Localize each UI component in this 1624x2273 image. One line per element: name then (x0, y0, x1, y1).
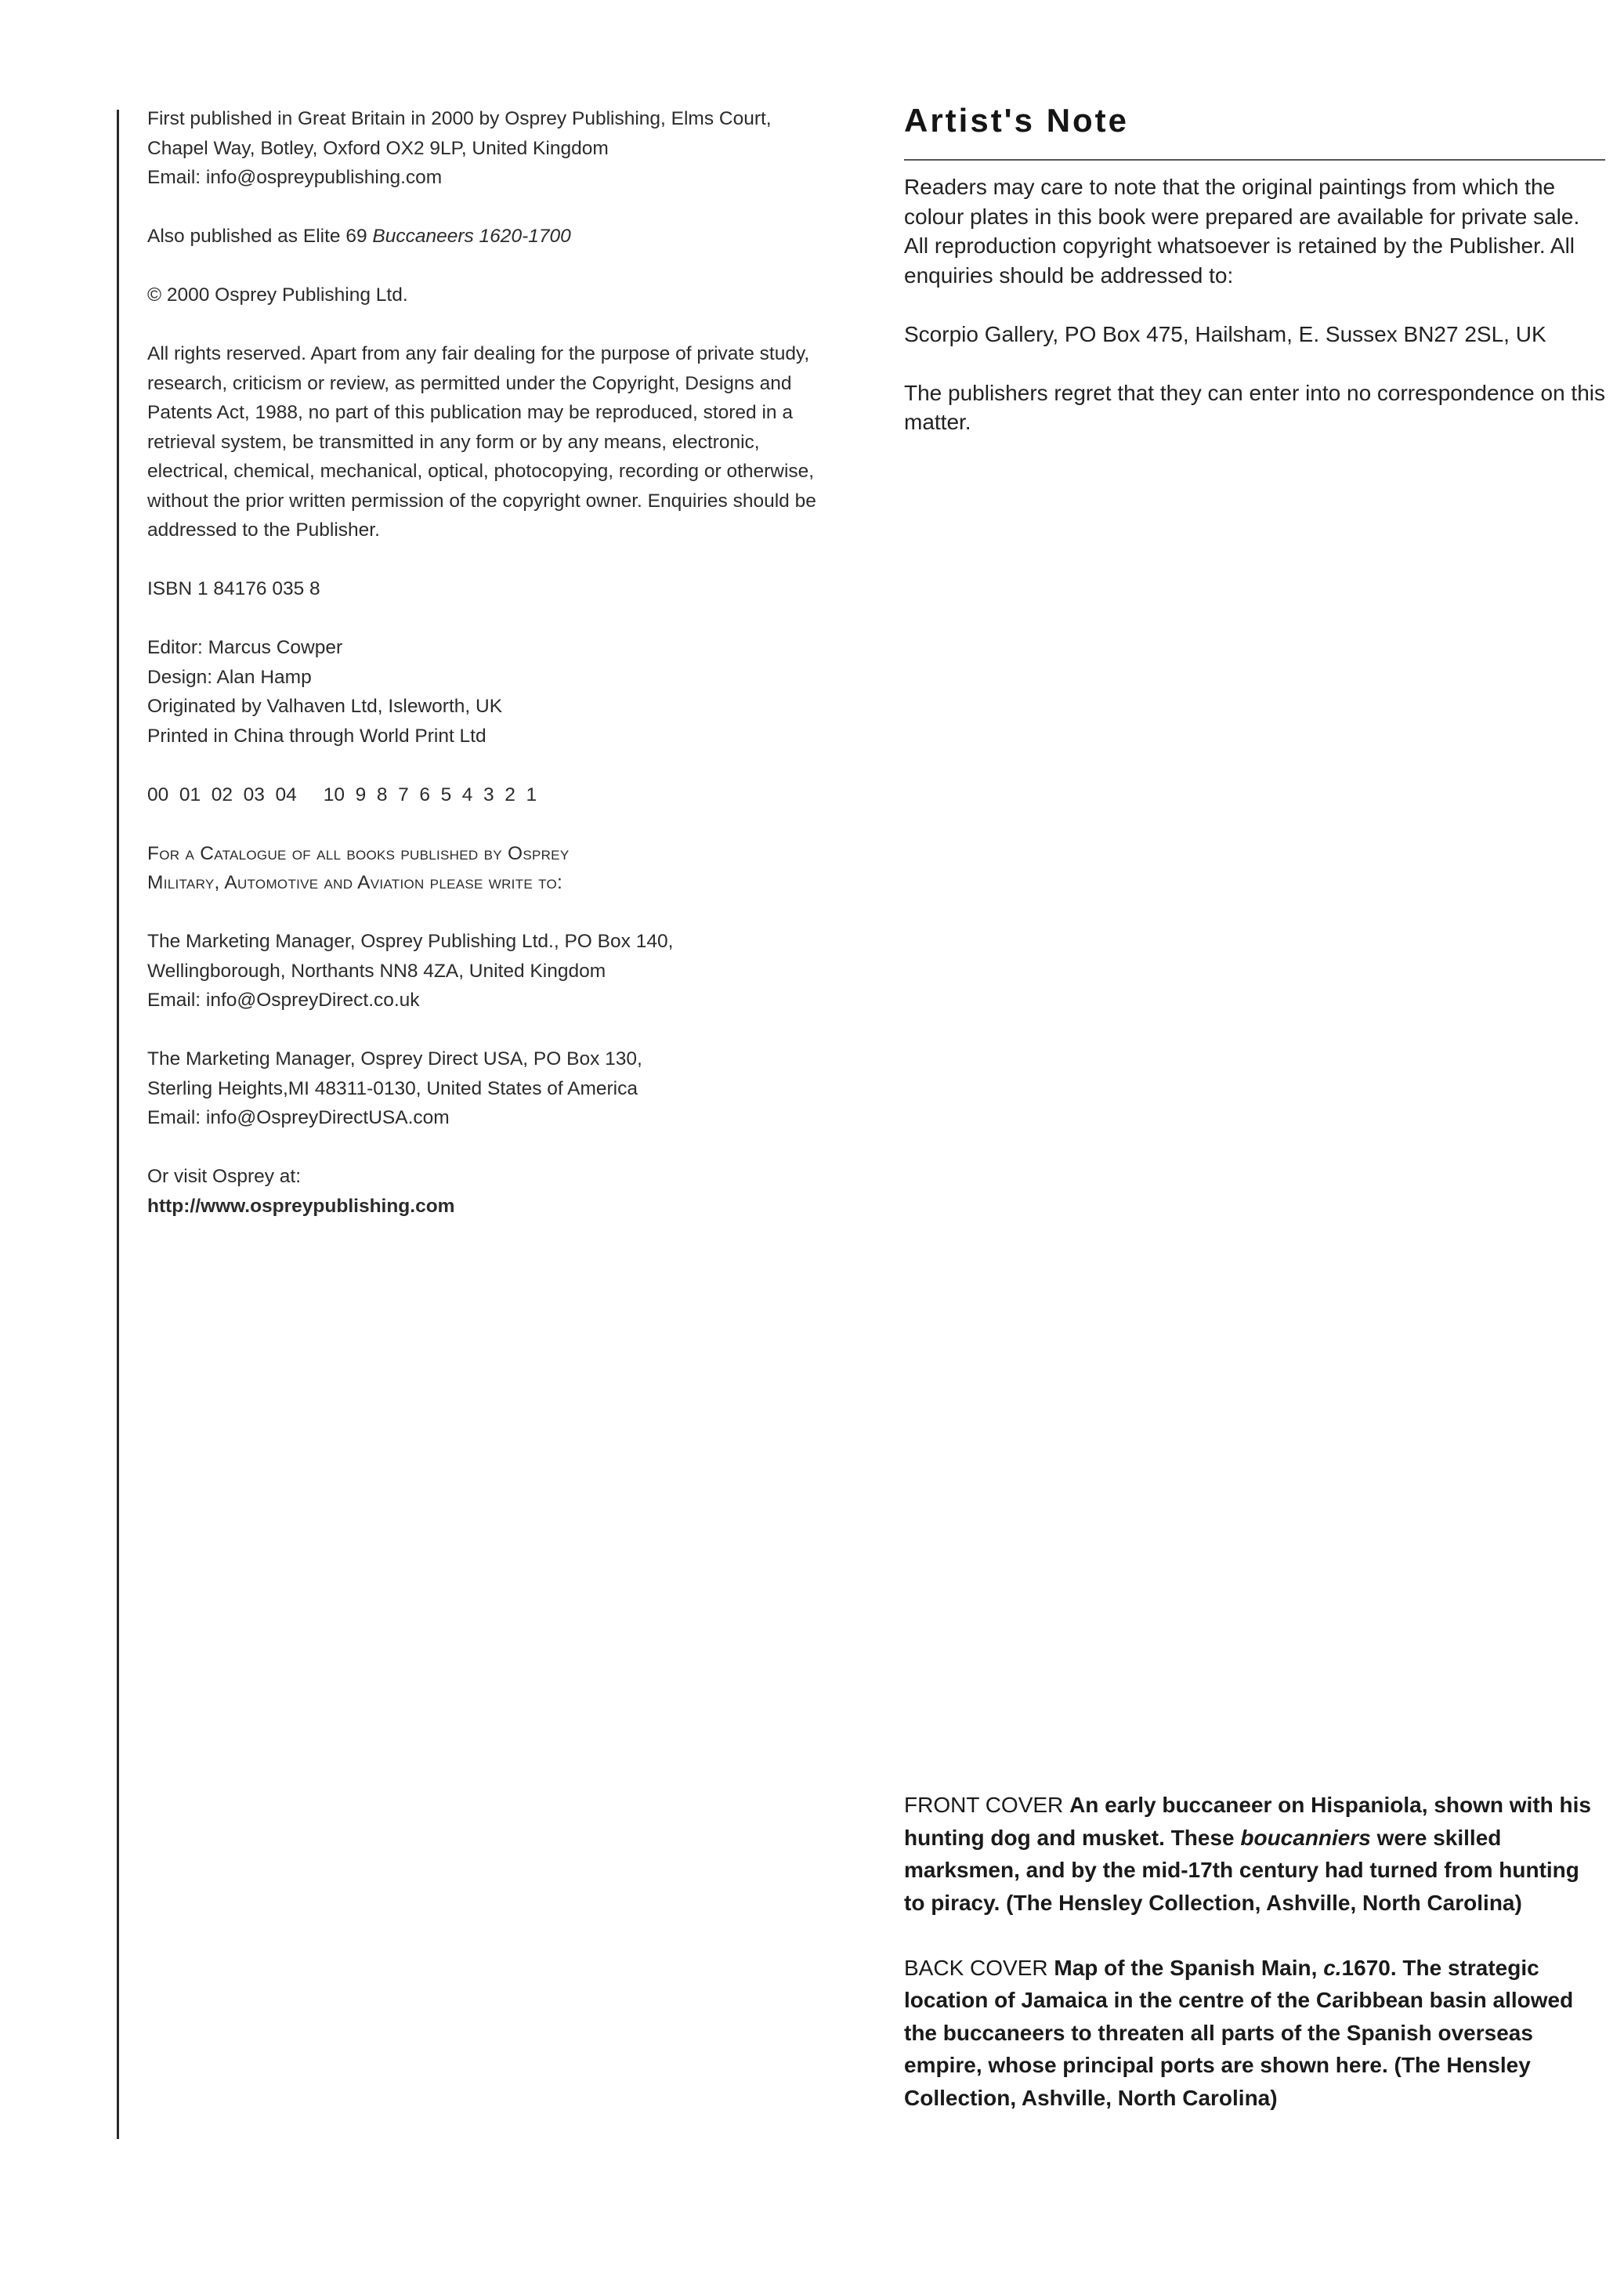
usa-address (147, 1044, 852, 1133)
front-cover-text-b: were skilled marksmen, and by the mid-17th century had turned from hunting to piracy. (The Hensley Collection, Ashville, North Carolina) (904, 1825, 1579, 1915)
credit-line: Originated by Valhaven Ltd, Isleworth, UK (147, 696, 503, 717)
front-cover-text-a: An early buccaneer on Hispaniola, shown with his hunting dog and musket. These (904, 1793, 1591, 1850)
rights-line: without the prior written permission of the copyright owner. Enquiries should be (147, 490, 816, 512)
isbn: ISBN 1 84176 035 8 (147, 578, 320, 599)
website-url: http://www.ospreypublishing.com (147, 1195, 455, 1217)
artists-note-heading: Artist's Note (904, 102, 1130, 139)
rights-line: electrical, chemical, mechanical, optical, photocopying, recording or otherwise, (147, 461, 815, 482)
website-info (147, 1162, 852, 1221)
credits (147, 633, 852, 751)
uk-address (147, 927, 852, 1015)
back-cover-label: BACK COVER (904, 1955, 1048, 1980)
rights-line: addressed to the Publisher. (147, 519, 380, 541)
credit-line: Editor: Marcus Cowper (147, 637, 343, 658)
also-published-title: Buccaneers 1620-1700 (372, 226, 571, 247)
also-published (147, 222, 852, 252)
front-cover-label: FRONT COVER (904, 1793, 1064, 1817)
visit-label: Or visit Osprey at: (147, 1166, 302, 1187)
copyright-notice: © 2000 Osprey Publishing Ltd. (147, 284, 408, 306)
uk-address-line: Wellingborough, Northants NN8 4ZA, United Kingdom (147, 960, 606, 982)
front-cover-caption (904, 1789, 1601, 1919)
uk-address-email: Email: info@OspreyDirect.co.uk (147, 990, 420, 1011)
left-margin-rule (117, 110, 119, 2139)
rights-line: All rights reserved. Apart from any fair dealing for the purpose of private study, (147, 343, 810, 364)
imprint-column (147, 104, 852, 1251)
catalogue-line-1: For a Catalogue of all books published by Osprey (147, 842, 570, 864)
catalogue-line-2: Military, Automotive and Aviation please write to: (147, 872, 563, 893)
back-cover-text-a: Map of the Spanish Main, (1054, 1955, 1324, 1980)
rights-line: research, criticism or review, as permitted under the Copyright, Designs and (147, 372, 792, 394)
print-line: 00 01 02 03 04 10 9 8 7 6 5 4 3 2 1 (147, 784, 537, 805)
rights-line: Patents Act, 1988, no part of this publication may be reproduced, stored in a (147, 402, 793, 423)
artists-note-paragraph: Readers may care to note that the original paintings from which the colour plates in this book were prepared are available for private sale. All reproduction copyright whatsoever is retained by the Publisher. All enquiries should be addressed to: (904, 175, 1580, 288)
heading-underline (904, 159, 1605, 161)
catalogue-request (147, 839, 852, 898)
rights-statement (147, 339, 852, 545)
artists-note-disclaimer: The publishers regret that they can enter into no correspondence on this matter. (904, 380, 1605, 434)
cover-captions (904, 1789, 1601, 2147)
artists-note-body (904, 172, 1605, 466)
publication-info (147, 104, 852, 193)
gallery-address: Scorpio Gallery, PO Box 475, Hailsham, E. Sussex BN27 2SL, UK (904, 321, 1546, 346)
published-line-2: Chapel Way, Botley, Oxford OX2 9LP, United Kingdom (147, 137, 609, 159)
usa-address-email: Email: info@OspreyDirectUSA.com (147, 1107, 450, 1128)
usa-address-line: The Marketing Manager, Osprey Direct USA, PO Box 130, (147, 1048, 642, 1070)
publisher-email: Email: info@ospreypublishing.com (147, 167, 443, 188)
also-published-prefix: Also published as Elite 69 (147, 226, 373, 247)
back-cover-italic: c. (1323, 1955, 1342, 1980)
uk-address-line: The Marketing Manager, Osprey Publishing Ltd., PO Box 140, (147, 931, 674, 952)
usa-address-line: Sterling Heights,MI 48311-0130, United States of America (147, 1077, 638, 1099)
front-cover-italic: boucanniers (1240, 1825, 1371, 1850)
credit-line: Printed in China through World Print Ltd (147, 725, 486, 747)
published-line-1: First published in Great Britain in 2000 by Osprey Publishing, Elms Court, (147, 108, 772, 129)
back-cover-caption (904, 1952, 1601, 2115)
rights-line: retrieval system, be transmitted in any form or by any means, electronic, (147, 431, 760, 453)
credit-line: Design: Alan Hamp (147, 666, 312, 688)
back-cover-text-b: 1670. The strategic location of Jamaica in the centre of the Caribbean basin allowed the buccaneers to threaten all parts of the Spanish overseas empire, whose principal ports are shown here. (The Hensley Collection, Ashville, North Carolina) (904, 1955, 1574, 2110)
